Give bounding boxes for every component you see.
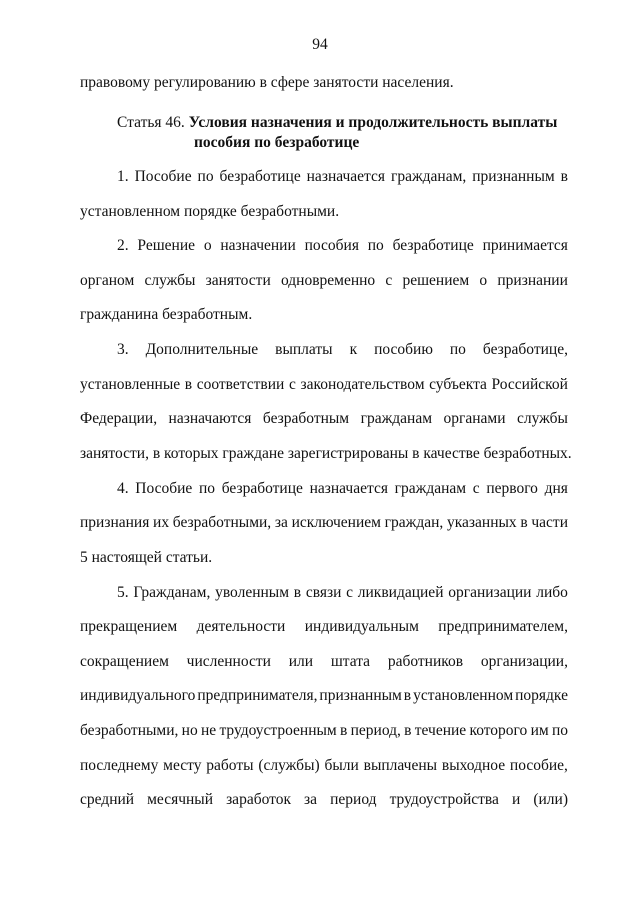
word: работы: [206, 757, 254, 774]
word: но: [181, 722, 198, 739]
word: решением: [402, 272, 470, 289]
word: деятельности: [196, 618, 286, 635]
word: в: [520, 514, 528, 531]
word: безработице: [219, 168, 301, 185]
word: в: [293, 584, 302, 601]
word: выплаты: [275, 341, 333, 358]
word: граждан,: [384, 514, 444, 531]
paragraph-2-line-3: гражданина безработным.: [80, 306, 253, 323]
word: месту: [163, 757, 202, 774]
word: трудоустройства: [389, 791, 499, 808]
paragraph-4-line-2: [80, 513, 568, 533]
word: с: [346, 584, 354, 601]
word: и: [511, 791, 521, 808]
word: или: [288, 653, 314, 670]
word: организации,: [480, 653, 568, 670]
word: заработок: [226, 791, 291, 808]
word: индивидуальным: [304, 618, 419, 635]
word: исключением: [291, 514, 381, 531]
word: безработице: [221, 480, 303, 497]
word: либо: [536, 584, 568, 601]
word: назначаются: [168, 410, 252, 427]
word: ликвидацией: [357, 584, 444, 601]
word: органом: [80, 272, 135, 289]
paragraph-2-line-1: [117, 236, 568, 256]
word: их: [153, 514, 170, 531]
paragraph-5-line-5: [80, 721, 568, 741]
word: безработными,: [80, 722, 179, 739]
word: в: [340, 722, 348, 739]
word: признанным: [319, 687, 402, 704]
word: по: [197, 168, 214, 185]
word: субъекта: [429, 376, 487, 393]
word: трудоустроенным: [219, 722, 337, 739]
word: (службы): [258, 757, 320, 774]
word: прекращением: [80, 618, 178, 635]
word: первого: [486, 480, 538, 497]
word: дня: [544, 480, 568, 497]
word: Решение: [137, 237, 196, 254]
word: части: [531, 514, 568, 531]
word: соответствии: [196, 376, 285, 393]
word: работников: [387, 653, 464, 670]
word: в: [184, 376, 193, 393]
word: о: [203, 237, 212, 254]
word: Пособие: [134, 168, 192, 185]
paragraph-2-line-2: [80, 271, 568, 291]
article-prefix: Статья 46.: [117, 114, 185, 131]
word: гражданам: [394, 480, 467, 497]
word: с: [385, 272, 393, 289]
paragraph-5-line-6: [80, 756, 568, 776]
word: им: [530, 722, 549, 739]
word: численности: [186, 653, 271, 670]
word: штата: [330, 653, 371, 670]
word: пособия: [304, 237, 359, 254]
word: уволенным: [215, 584, 290, 601]
word: 5.: [117, 584, 129, 601]
paragraph-3-line-4: занятости, в которых граждане зарегистрированы в качестве безработных.: [80, 445, 572, 462]
word: занятости: [205, 272, 271, 289]
word: Пособие: [135, 480, 193, 497]
word: не: [200, 722, 217, 739]
paragraph-5-line-3: [80, 652, 568, 672]
paragraph-1-line-2: установленном порядке безработными.: [80, 203, 340, 220]
article-heading: [117, 113, 557, 153]
word: последнему: [80, 757, 159, 774]
word: месячный: [147, 791, 214, 808]
word: порядке: [515, 687, 568, 704]
word: безработице: [392, 237, 474, 254]
word: пособию: [374, 341, 433, 358]
word: индивидуального: [80, 687, 196, 704]
word: органами: [443, 410, 506, 427]
word: безработице,: [482, 341, 568, 358]
word: назначении: [220, 237, 296, 254]
paragraph-5-line-1: [117, 583, 568, 603]
word: 2.: [117, 237, 129, 254]
word: за: [304, 791, 318, 808]
word: предпринимателем,: [438, 618, 568, 635]
word: признанным: [472, 168, 555, 185]
word: по: [449, 341, 466, 358]
word: безработными,: [172, 514, 272, 531]
paragraph-3-line-2: [80, 375, 568, 395]
word: Российской: [491, 376, 568, 393]
word: назначается: [309, 480, 388, 497]
word: сокращением: [80, 653, 169, 670]
page-number: 94: [312, 36, 328, 53]
word: по: [551, 722, 568, 739]
intro-line: правовому регулированию в сфере занятости населения.: [80, 74, 454, 91]
word: по: [367, 237, 384, 254]
paragraph-3-line-3: [80, 409, 568, 429]
word: были: [324, 757, 359, 774]
word: принимается: [482, 237, 568, 254]
word: одновременно: [280, 272, 376, 289]
paragraph-1-line-1: [117, 167, 568, 187]
paragraph-4-line-1: [117, 479, 568, 499]
word: назначается: [306, 168, 386, 185]
word: выплачены: [363, 757, 438, 774]
word: выходное: [441, 757, 506, 774]
article-title-line1: Условия назначения и продолжительность выплаты: [188, 114, 558, 131]
word: течение: [414, 722, 467, 739]
word: установленном: [413, 687, 514, 704]
word: по: [199, 480, 216, 497]
word: с: [472, 480, 480, 497]
word: 4.: [117, 480, 129, 497]
word: средний: [80, 791, 135, 808]
word: предпринимателя,: [197, 687, 318, 704]
word: 1.: [117, 168, 129, 185]
word: Дополнительные: [145, 341, 259, 358]
paragraph-3-line-1: [117, 340, 568, 360]
word: к: [349, 341, 358, 358]
word: признания: [80, 514, 150, 531]
paragraph-5-line-2: [80, 617, 568, 637]
paragraph-5-line-7: [80, 790, 568, 810]
paragraph-4-line-3: 5 настоящей статьи.: [80, 549, 213, 566]
word: гражданам,: [390, 168, 467, 185]
word: организации: [448, 584, 532, 601]
word: законодательством: [300, 376, 425, 393]
word: установленные: [80, 376, 181, 393]
word: службы: [144, 272, 196, 289]
word: пособие,: [509, 757, 568, 774]
word: связи: [305, 584, 342, 601]
paragraph-5-line-4: [80, 686, 568, 706]
word: признании: [497, 272, 568, 289]
word: в: [404, 722, 412, 739]
word: гражданам: [360, 410, 433, 427]
word: с: [288, 376, 296, 393]
word: о: [479, 272, 488, 289]
word: в: [560, 168, 568, 185]
word: службы: [517, 410, 568, 427]
word: Гражданам,: [133, 584, 211, 601]
word: за: [274, 514, 288, 531]
word: указанных: [446, 514, 517, 531]
word: период: [330, 791, 377, 808]
word: в: [403, 687, 412, 704]
word: период,: [350, 722, 401, 739]
word: 3.: [117, 341, 129, 358]
word: Федерации,: [80, 410, 158, 427]
word: (или): [533, 791, 568, 808]
word: безработным: [262, 410, 350, 427]
word: которого: [469, 722, 528, 739]
article-title-line2: пособия по безработице: [194, 134, 360, 151]
